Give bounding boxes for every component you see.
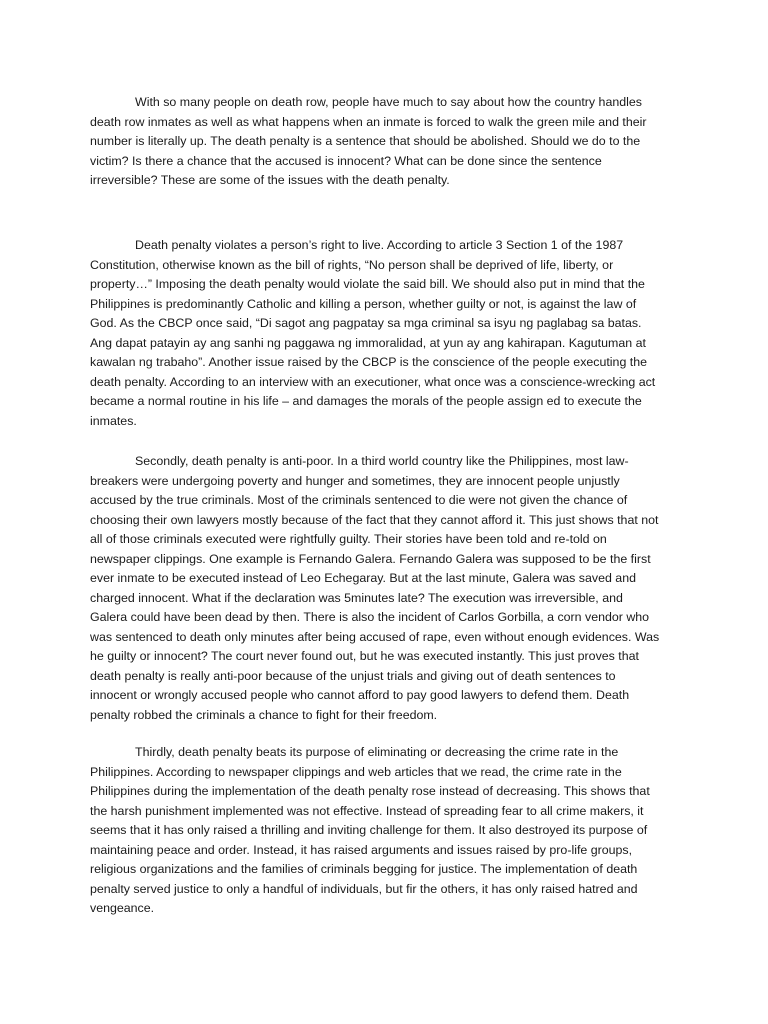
right-to-live-paragraph: Death penalty violates a person’s right to live. According to article 3 Section 1 of the 1987 Constitution, otherwise known as the bill of rights, “No person shall be deprived of life, liberty, or property…” Imposing the death penalty would violate the said bill. We should also put in mind that the Philippines is predominantly Catholic and killing a person, whether guilty or not, is against the law of God. As the CBCP once said, “Di sagot ang pagpatay sa mga criminal sa isyu ng paglabag sa batas. Ang dapat patayin ay ang sanhi ng paggawa ng immoralidad, at yun ay ang kahirapan. Kagutuman at kawalan ng trabaho”. Another issue raised by the CBCP is the conscience of the people executing the death penalty. According to an interview with an executioner, what once was a conscience-wrecking act became a normal routine in his life – and damages the morals of the people assign ed to execute the inmates. xyxy=(90,238,656,428)
crime-rate-paragraph: Thirdly, death penalty beats its purpose of eliminating or decreasing the crime rate in the Philippines. According to newspaper clippings and web articles that we read, the crime rate in the Philippines during the implementation of the death penalty rose instead of decreasing. This shows that the harsh punishment implemented was not effective. Instead of spreading fear to all crime makers, it seems that it has only raised a thrilling and inviting challenge for them. It also destroyed its purpose of maintaining peace and order. Instead, it has raised arguments and issues raised by pro-life groups, religious organizations and the families of criminals begging for justice. The implementation of death penalty served justice to only a handful of individuals, but fir the others, it has only raised hatred and vengeance. xyxy=(90,745,650,915)
intro-paragraph: With so many people on death row, people have much to say about how the country handles death row inmates as well as what happens when an inmate is forced to walk the green mile and their number is literally up. The death penalty is a sentence that should be abolished. Should we do to the victim? Is there a chance that the accused is innocent? What can be done since the sentence irreversible? These are some of the issues with the death penalty. xyxy=(90,95,647,187)
anti-poor-paragraph: Secondly, death penalty is anti-poor. In a third world country like the Philippines, most law-breakers were undergoing poverty and hunger and sometimes, they are innocent people unjustly accused by the true criminals. Most of the criminals sentenced to die were not given the chance of choosing their own lawyers mostly because of the fact that they cannot afford it. This just shows that not all of those criminals executed were rightfully guilty. Their stories have been told and re-told on newspaper clippings. One example is Fernando Galera. Fernando Galera was supposed to be the first ever inmate to be executed instead of Leo Echegaray. But at the last minute, Galera was saved and charged innocent. What if the declaration was 5minutes late? The execution was irreversible, and Galera could have been dead by then. There is also the incident of Carlos Gorbilla, a corn vendor who was sentenced to death only minutes after being accused of rape, even without enough evidences. Was he guilty or innocent? The court never found out, but he was executed instantly. This just proves that death penalty is really anti-poor because of the unjust trials and giving out of death sentences to innocent or wrongly accused people who cannot afford to pay good lawyers to defend them. Death penalty robbed the criminals a chance to fight for their freedom. xyxy=(90,454,660,722)
